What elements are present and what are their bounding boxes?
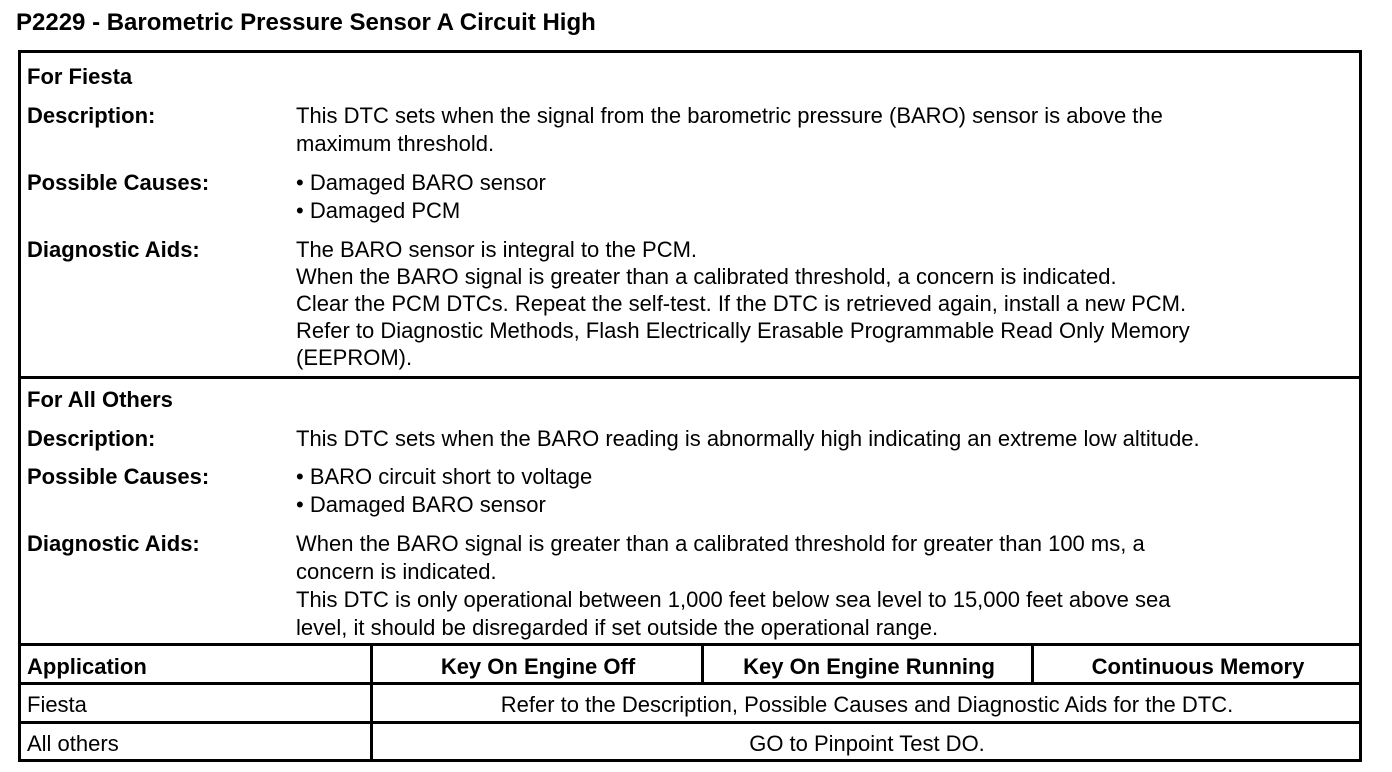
fiesta-description-line: This DTC sets when the signal from the barometric pressure (BARO) sensor is above the [296,103,1163,128]
section-heading-others: For All Others [27,387,173,412]
row-divider [21,721,1359,724]
others-aids-line: When the BARO signal is greater than a calibrated threshold for greater than 100 ms, a [296,531,1145,556]
others-causes-label: Possible Causes: [27,464,210,489]
fiesta-aids-label: Diagnostic Aids: [27,237,200,262]
fiesta-aids-line: The BARO sensor is integral to the PCM. [296,237,698,262]
fiesta-aids-line: Clear the PCM DTCs. Repeat the self-test. If the DTC is retrieved again, install a new PCM. [296,291,1187,316]
fiesta-aids-line: (EEPROM). [296,345,413,370]
table-row-application: Fiesta [27,692,87,717]
page-title: P2229 - Barometric Pressure Sensor A Circuit High [16,9,596,36]
others-cause-item: • BARO circuit short to voltage [296,464,593,489]
others-aids-line: This DTC is only operational between 1,000 feet below sea level to 15,000 feet above sea [296,587,1171,612]
section-divider [21,376,1359,379]
header-continuous-memory: Continuous Memory [1091,654,1305,679]
fiesta-description-label: Description: [27,103,156,128]
column-divider [370,643,373,762]
column-divider [701,643,704,682]
header-key-on-engine-running: Key On Engine Running [743,654,995,679]
others-description-label: Description: [27,426,156,451]
fiesta-cause-item: • Damaged PCM [296,198,461,223]
others-aids-line: level, it should be disregarded if set outside the operational range. [296,615,939,640]
fiesta-cause-item: • Damaged BARO sensor [296,170,546,195]
table-row-application: All others [27,731,119,756]
column-divider [1031,643,1034,682]
table-top-border [21,643,1359,646]
dtc-info-table [18,50,1362,762]
row-divider [21,682,1359,685]
others-aids-label: Diagnostic Aids: [27,531,200,556]
fiesta-aids-line: Refer to Diagnostic Methods, Flash Electrically Erasable Programmable Read Only Memory [296,318,1190,343]
table-row-action: GO to Pinpoint Test DO. [749,731,985,756]
table-row-action: Refer to the Description, Possible Causes and Diagnostic Aids for the DTC. [500,692,1234,717]
others-cause-item: • Damaged BARO sensor [296,492,546,517]
fiesta-causes-label: Possible Causes: [27,170,210,195]
header-key-on-engine-off: Key On Engine Off [440,654,636,679]
fiesta-aids-line: When the BARO signal is greater than a calibrated threshold, a concern is indicated. [296,264,1117,289]
header-application: Application [27,654,147,679]
others-aids-line: concern is indicated. [296,559,497,584]
section-heading-fiesta: For Fiesta [27,64,133,89]
others-description-line: This DTC sets when the BARO reading is abnormally high indicating an extreme low altitude. [296,426,1200,451]
fiesta-description-line: maximum threshold. [296,131,495,156]
